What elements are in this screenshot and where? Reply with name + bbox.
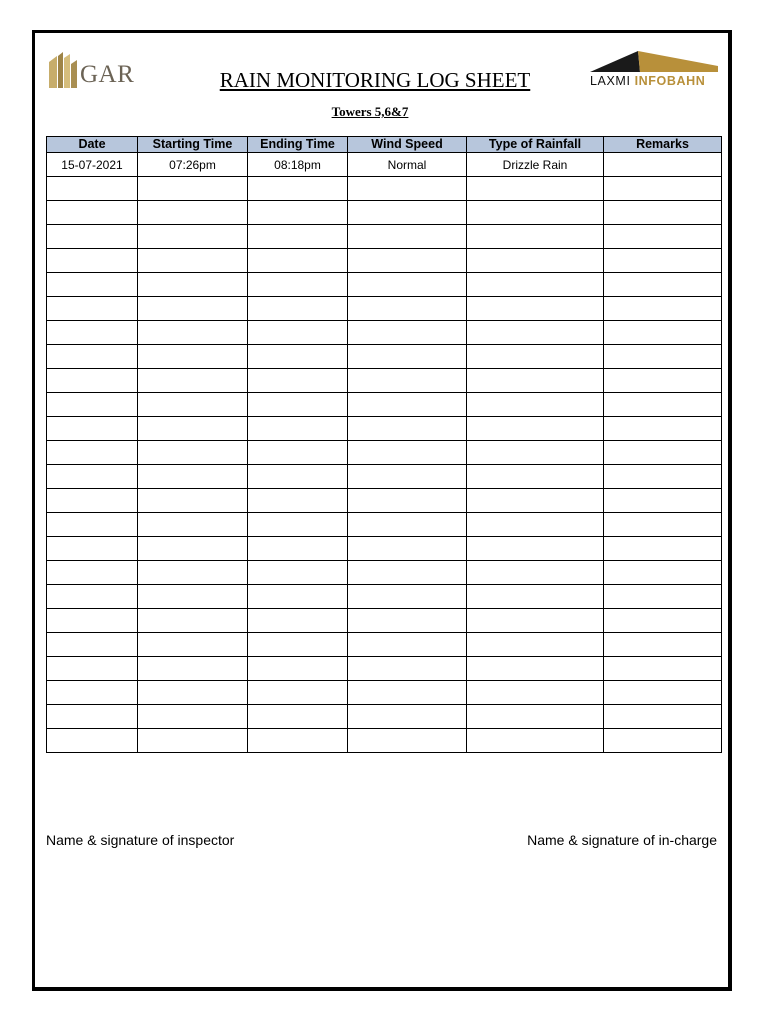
column-header-remarks: Remarks (604, 137, 722, 153)
column-header-ending-time: Ending Time (248, 137, 348, 153)
table-cell (604, 441, 722, 465)
table-cell (604, 729, 722, 753)
table-cell (248, 177, 348, 201)
table-row (47, 465, 722, 489)
table-cell (138, 729, 248, 753)
table-cell (467, 297, 604, 321)
table-cell (467, 393, 604, 417)
table-row (47, 201, 722, 225)
table-cell (604, 249, 722, 273)
table-row (47, 489, 722, 513)
table-cell (47, 393, 138, 417)
table-cell (138, 321, 248, 345)
table-cell (248, 489, 348, 513)
table-cell (138, 633, 248, 657)
table-cell (604, 657, 722, 681)
table-cell (47, 465, 138, 489)
table-cell (248, 657, 348, 681)
table-cell (138, 177, 248, 201)
table-cell: 08:18pm (248, 153, 348, 177)
table-cell (467, 729, 604, 753)
table-row (47, 729, 722, 753)
table-cell (47, 369, 138, 393)
table-cell (248, 609, 348, 633)
table-cell: Normal (348, 153, 467, 177)
table-cell (467, 513, 604, 537)
table-cell (604, 681, 722, 705)
table-cell (467, 249, 604, 273)
table-cell (248, 441, 348, 465)
table-cell: Drizzle Rain (467, 153, 604, 177)
table-cell (604, 705, 722, 729)
table-row (47, 273, 722, 297)
gar-building-icon (49, 52, 77, 88)
table-cell (604, 393, 722, 417)
table-row (47, 297, 722, 321)
table-cell (47, 513, 138, 537)
table-cell (348, 201, 467, 225)
table-cell (248, 297, 348, 321)
table-cell (467, 561, 604, 585)
table-cell (467, 441, 604, 465)
table-row (47, 417, 722, 441)
table-cell (248, 321, 348, 345)
table-cell (47, 345, 138, 369)
laxmi-logo-word-2: INFOBAHN (634, 74, 706, 88)
table-cell (138, 297, 248, 321)
table-cell (604, 153, 722, 177)
table-cell (604, 633, 722, 657)
table-cell (248, 585, 348, 609)
table-row (47, 393, 722, 417)
table-cell (248, 729, 348, 753)
table-row (47, 561, 722, 585)
table-row (47, 153, 722, 177)
table-cell (47, 585, 138, 609)
table-row (47, 705, 722, 729)
table-cell (47, 705, 138, 729)
column-header-type-of-rainfall: Type of Rainfall (467, 137, 604, 153)
table-cell (138, 369, 248, 393)
table-cell (248, 513, 348, 537)
table-cell (467, 369, 604, 393)
table-cell (604, 345, 722, 369)
table-cell (348, 441, 467, 465)
table-cell (248, 417, 348, 441)
laxmi-logo-text (590, 74, 705, 88)
table-cell (348, 633, 467, 657)
table-cell (348, 705, 467, 729)
table-cell (47, 561, 138, 585)
table-cell (248, 633, 348, 657)
table-cell (47, 321, 138, 345)
laxmi-logo-word-1: LAXMI (590, 74, 631, 88)
table-row (47, 585, 722, 609)
table-cell (138, 273, 248, 297)
table-cell (138, 441, 248, 465)
table-cell (467, 585, 604, 609)
table-cell (138, 537, 248, 561)
table-cell (248, 393, 348, 417)
table-cell (138, 561, 248, 585)
table-cell (467, 225, 604, 249)
table-cell (467, 489, 604, 513)
table-cell (47, 177, 138, 201)
table-cell (467, 657, 604, 681)
rain-log-table (46, 136, 722, 753)
table-cell (604, 369, 722, 393)
page-subtitle: Towers 5,6&7 (331, 104, 409, 119)
table-cell (138, 417, 248, 441)
in-charge-signature-label: Name & signature of in-charge (527, 832, 717, 848)
table-cell (47, 609, 138, 633)
page-title: RAIN MONITORING LOG SHEET (219, 68, 531, 92)
table-cell (348, 345, 467, 369)
table-cell (138, 465, 248, 489)
table-cell (604, 201, 722, 225)
table-row (47, 321, 722, 345)
table-row (47, 609, 722, 633)
table-cell (47, 225, 138, 249)
table-cell (348, 489, 467, 513)
table-cell (604, 225, 722, 249)
table-cell (348, 177, 467, 201)
table-cell (248, 225, 348, 249)
gar-logo-text: GAR (80, 61, 135, 88)
table-body (47, 153, 722, 753)
table-cell (467, 705, 604, 729)
table-cell (604, 417, 722, 441)
table-cell (138, 393, 248, 417)
table-cell (467, 273, 604, 297)
table-cell (47, 441, 138, 465)
table-cell: 07:26pm (138, 153, 248, 177)
table-cell (138, 249, 248, 273)
table-cell (348, 369, 467, 393)
table-cell (348, 393, 467, 417)
table-cell (47, 657, 138, 681)
table-cell (467, 321, 604, 345)
table-cell (248, 681, 348, 705)
table-row (47, 513, 722, 537)
table-cell (467, 465, 604, 489)
table-cell (604, 177, 722, 201)
table-cell (248, 273, 348, 297)
column-header-date: Date (47, 137, 138, 153)
table-cell (47, 273, 138, 297)
table-cell (47, 537, 138, 561)
table-cell (604, 585, 722, 609)
table-cell (467, 345, 604, 369)
table-cell (138, 513, 248, 537)
table-cell (138, 705, 248, 729)
table-row (47, 369, 722, 393)
table-cell (248, 537, 348, 561)
table-row (47, 345, 722, 369)
table-cell (138, 345, 248, 369)
table-cell (348, 225, 467, 249)
table-row (47, 177, 722, 201)
table-cell (348, 465, 467, 489)
table-cell (348, 561, 467, 585)
table-cell (248, 705, 348, 729)
table-cell (248, 561, 348, 585)
table-cell (47, 489, 138, 513)
inspector-signature-label: Name & signature of inspector (46, 832, 235, 848)
table-cell (348, 513, 467, 537)
table-row (47, 657, 722, 681)
table-cell (604, 489, 722, 513)
table-cell (47, 633, 138, 657)
table-cell (47, 201, 138, 225)
table-cell (248, 465, 348, 489)
table-cell (248, 369, 348, 393)
table-cell (47, 249, 138, 273)
table-cell (348, 609, 467, 633)
table-cell (467, 537, 604, 561)
table-header-row (47, 137, 722, 153)
table-cell (604, 609, 722, 633)
table-cell (138, 489, 248, 513)
table-cell (348, 249, 467, 273)
column-header-starting-time: Starting Time (138, 137, 248, 153)
table-row (47, 681, 722, 705)
table-cell (348, 537, 467, 561)
table-cell (348, 273, 467, 297)
table-cell (47, 417, 138, 441)
table-cell (467, 681, 604, 705)
table-cell (604, 321, 722, 345)
table-cell (467, 177, 604, 201)
table-cell (467, 609, 604, 633)
table-row (47, 441, 722, 465)
table-cell (248, 201, 348, 225)
table-cell (138, 657, 248, 681)
table-cell (604, 273, 722, 297)
table-cell (138, 609, 248, 633)
table-cell (138, 681, 248, 705)
table-cell (348, 681, 467, 705)
table-cell (348, 417, 467, 441)
table-cell (138, 585, 248, 609)
table-cell (604, 513, 722, 537)
gar-logo (49, 52, 134, 88)
table-cell (348, 297, 467, 321)
table-row (47, 633, 722, 657)
table-cell (348, 321, 467, 345)
table-cell (604, 465, 722, 489)
table-cell (467, 417, 604, 441)
column-header-wind-speed: Wind Speed (348, 137, 467, 153)
table-cell (348, 657, 467, 681)
table-cell (47, 729, 138, 753)
table-cell (248, 345, 348, 369)
table-cell (467, 633, 604, 657)
table-cell (47, 297, 138, 321)
table-cell: 15-07-2021 (47, 153, 138, 177)
table-cell (348, 729, 467, 753)
table-cell (248, 249, 348, 273)
table-row (47, 225, 722, 249)
table-cell (47, 681, 138, 705)
table-cell (138, 225, 248, 249)
table-cell (604, 537, 722, 561)
table-cell (467, 201, 604, 225)
table-cell (138, 201, 248, 225)
table-row (47, 249, 722, 273)
table-cell (348, 585, 467, 609)
table-cell (604, 297, 722, 321)
table-row (47, 537, 722, 561)
table-cell (604, 561, 722, 585)
